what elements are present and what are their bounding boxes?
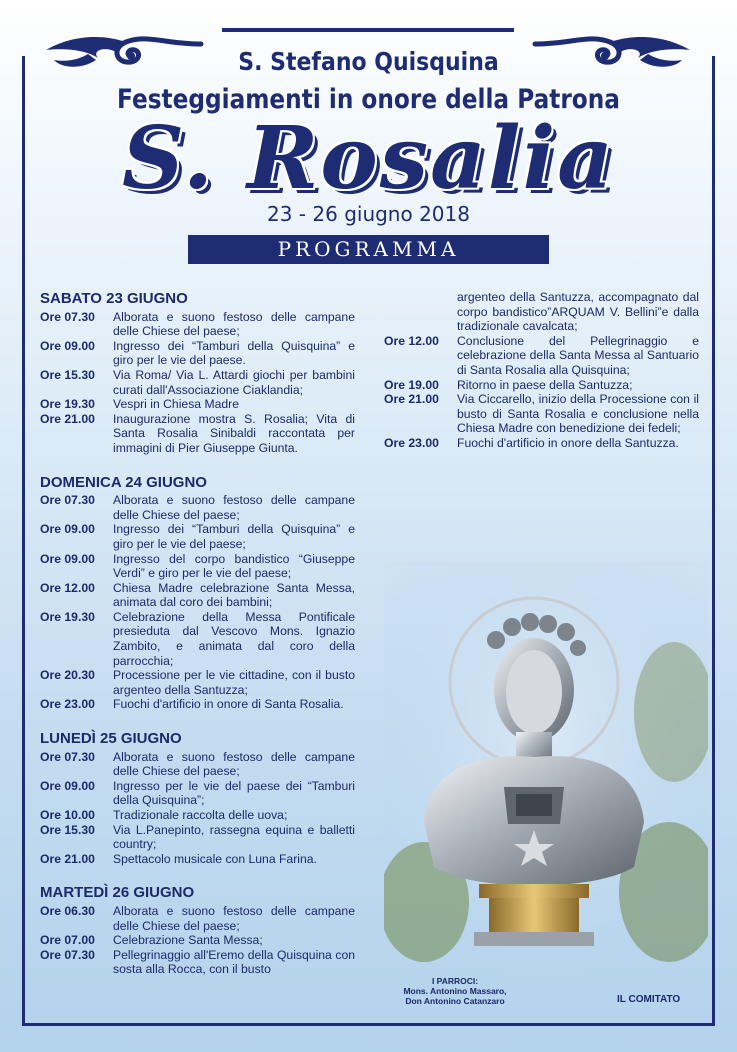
event-row	[40, 823, 355, 852]
day-saturday	[40, 292, 355, 456]
event-time: Ore 19.30	[40, 397, 95, 412]
program-left-column	[40, 292, 355, 997]
festival-dates: 23 - 26 giugno 2018	[267, 202, 470, 226]
event-text: Alborata e suono festoso delle campane delle Chiese del paese;	[113, 903, 355, 933]
event-row	[40, 750, 355, 779]
event-text: Tradizionale raccolta delle uova;	[113, 808, 288, 822]
event-row	[40, 779, 355, 808]
event-time: Ore 09.00	[40, 778, 95, 793]
event-time: Ore 21.00	[384, 392, 439, 407]
event-time: Ore 09.00	[40, 522, 95, 537]
event-time: Ore 06.30	[40, 903, 95, 918]
parroci-name-2: Don Antonino Catanzaro	[405, 996, 505, 1006]
event-text: Via Ciccarello, inizio della Processione con il busto di Santa Rosalia e conclusione nella Chiesa Madre con benedizione dei fedeli;	[457, 392, 699, 436]
event-text: Via Roma/ Via L. Attardi giochi per bambini curati dall'Associazione Ciaklandia;	[113, 367, 355, 397]
event-row	[40, 948, 355, 977]
programma-banner: PROGRAMMA	[188, 235, 549, 264]
event-row	[40, 552, 355, 581]
event-time: Ore 21.00	[40, 851, 95, 866]
event-time: Ore 07.30	[40, 309, 95, 324]
saint-title: S. Rosalia	[122, 108, 615, 209]
event-text: Fuochi d'artificio in onore della Santuzza.	[457, 435, 679, 450]
event-row	[40, 368, 355, 397]
town-title: S. Stefano Quisquina	[238, 47, 499, 76]
saint-bust-photo	[384, 562, 708, 982]
event-time: Ore 21.00	[40, 411, 95, 426]
event-time: Ore 23.00	[384, 435, 439, 450]
event-time: Ore 09.00	[40, 551, 95, 566]
event-time: Ore 20.30	[40, 668, 95, 683]
event-text: Pellegrinaggio all'Eremo della Quisquina con sosta alla Rocca, con il busto	[113, 947, 355, 977]
event-text: Conclusione del Pellegrinaggio e celebrazione della Santa Messa al Santuario di Santa Rosalia alla Quisquina;	[457, 333, 699, 377]
event-time: Ore 12.00	[40, 580, 95, 595]
event-row	[40, 493, 355, 522]
event-row	[40, 581, 355, 610]
event-row	[384, 436, 699, 451]
parroci-name-1: Mons. Antonino Massaro,	[403, 986, 507, 996]
event-time: Ore 07.30	[40, 947, 95, 962]
event-row	[40, 310, 355, 339]
event-text: Vespri in Chiesa Madre	[113, 397, 239, 412]
event-text: Alborata e suono festoso delle campane delle Chiese del paese;	[113, 309, 355, 339]
event-row	[384, 392, 699, 436]
event-time: Ore 23.00	[40, 697, 95, 712]
tuesday-continuation: argenteo della Santuzza, accompagnato dal corpo bandistico”ARQUAM V. Bellini”e dalla tradizionale cavalcata;	[457, 290, 699, 334]
event-text: Ingresso per le vie del paese dei “Tamburi della Quisquina”;	[113, 778, 355, 808]
event-row	[40, 852, 355, 867]
event-text: Celebrazione Santa Messa;	[113, 933, 263, 948]
festivity-title: Festeggiamenti in onore della Patrona	[117, 84, 620, 115]
day-sunday	[40, 473, 355, 713]
event-time: Ore 15.30	[40, 822, 95, 837]
event-row	[40, 808, 355, 823]
event-row	[40, 933, 355, 948]
day-title: MARTEDÌ 26 GIUGNO	[40, 884, 195, 902]
event-row	[384, 378, 699, 393]
event-row	[384, 334, 699, 378]
day-title: SABATO 23 GIUGNO	[40, 290, 188, 307]
event-row	[40, 904, 355, 933]
event-time: Ore 10.00	[40, 808, 95, 822]
program-right-column	[384, 290, 699, 451]
event-text: Via L.Panepinto, rassegna equina e balletti country;	[113, 822, 355, 852]
parroci-label: I PARROCI:	[431, 976, 479, 986]
event-text: Ingresso dei “Tamburi della Quisquina” e giro per le vie del paese.	[113, 338, 355, 368]
event-time: Ore 07.30	[40, 493, 95, 508]
event-time: Ore 07.00	[40, 933, 95, 948]
day-tuesday	[40, 886, 355, 977]
event-row	[40, 397, 355, 412]
event-text: Inaugurazione mostra S. Rosalia; Vita di Santa Rosalia Sinibaldi raccontata per immagini di Pier Giuseppe Giunta.	[113, 411, 355, 455]
event-text: Alborata e suono festoso delle campane delle Chiese del paese;	[113, 749, 355, 779]
event-row	[40, 610, 355, 668]
event-text: Processione per le vie cittadine, con il busto argenteo della Santuzza;	[113, 668, 355, 697]
event-time: Ore 19.00	[384, 377, 439, 392]
event-row	[40, 668, 355, 697]
event-row	[40, 522, 355, 551]
event-row	[40, 697, 355, 712]
event-text: Fuochi d'artificio in onore di Santa Rosalia.	[113, 697, 344, 712]
event-text: Chiesa Madre celebrazione Santa Messa, animata dal coro dei bambini;	[113, 580, 355, 610]
event-row	[40, 412, 355, 456]
event-time: Ore 15.30	[40, 367, 95, 382]
event-time: Ore 07.30	[40, 749, 95, 764]
day-monday	[40, 732, 355, 866]
event-text: Ingresso del corpo bandistico “Giuseppe Verdi” e giro per le vie del paese;	[113, 551, 355, 581]
day-title: LUNEDÌ 25 GIUGNO	[40, 730, 182, 748]
event-time: Ore 09.00	[40, 338, 95, 353]
frame-bottom-border	[22, 1023, 715, 1026]
day-title: DOMENICA 24 GIUGNO	[40, 473, 207, 491]
event-time: Ore 12.00	[384, 333, 439, 348]
event-text: Ingresso dei “Tamburi della Quisquina” e giro per le vie del paese;	[113, 522, 355, 551]
event-text: Spettacolo musicale con Luna Farina.	[113, 851, 317, 866]
event-text: Ritorno in paese della Santuzza;	[457, 377, 633, 392]
top-rule	[222, 28, 514, 32]
event-text: Alborata e suono festoso delle campane delle Chiese del paese;	[113, 493, 355, 522]
event-row	[40, 339, 355, 368]
event-text: Celebrazione della Messa Pontificale presieduta dal Vescovo Mons. Ignazio Zambito, e animata dal coro della parrocchia;	[113, 609, 355, 668]
event-time: Ore 19.30	[40, 609, 95, 624]
comitato-signature: IL COMITATO	[617, 994, 681, 1005]
parroci-signature	[360, 976, 550, 1006]
